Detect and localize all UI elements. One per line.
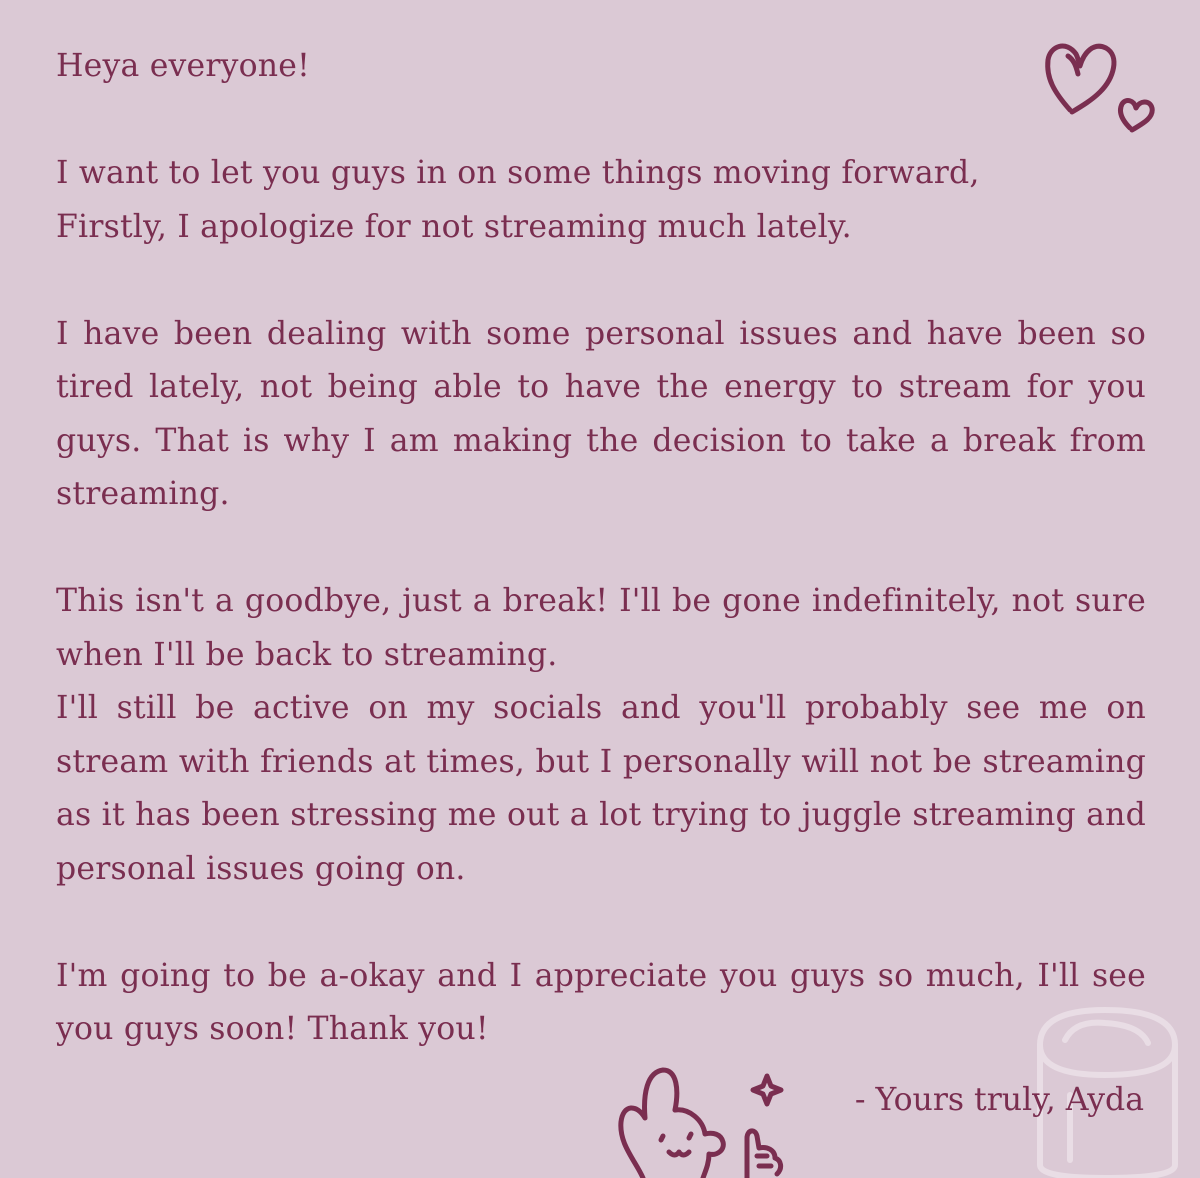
- signature: - Yours truly, Ayda: [854, 1082, 1144, 1118]
- paragraph-3-line-1: This isn't a goodbye, just a break! I'll be gone indefinitely, not sure when I'll be back to streaming.: [56, 583, 1146, 673]
- paragraph-1-line-2: Firstly, I apologize for not streaming much lately.: [56, 208, 852, 245]
- letter-body: [56, 40, 1146, 1057]
- paragraph-2: I have been dealing with some personal issues and have been so tired lately, not being able to have the energy to stream for you guys. That is why I am making the decision to take a break from streaming.: [56, 315, 1146, 512]
- paragraph-4: I'm going to be a-okay and I appreciate you guys so much, I'll see you guys soon! Thank you!: [56, 957, 1146, 1047]
- greeting: Heya everyone!: [56, 48, 310, 84]
- bunny-thumbs-up-icon: [605, 1060, 795, 1178]
- paragraph-1-line-1: I want to let you guys in on some things moving forward,: [56, 155, 980, 191]
- paragraph-3-line-2: I'll still be active on my socials and you'll probably see me on stream with friends at times, but I personally will not be streaming as it has been stressing me out a lot trying to juggle streaming and personal issues going on.: [56, 690, 1146, 887]
